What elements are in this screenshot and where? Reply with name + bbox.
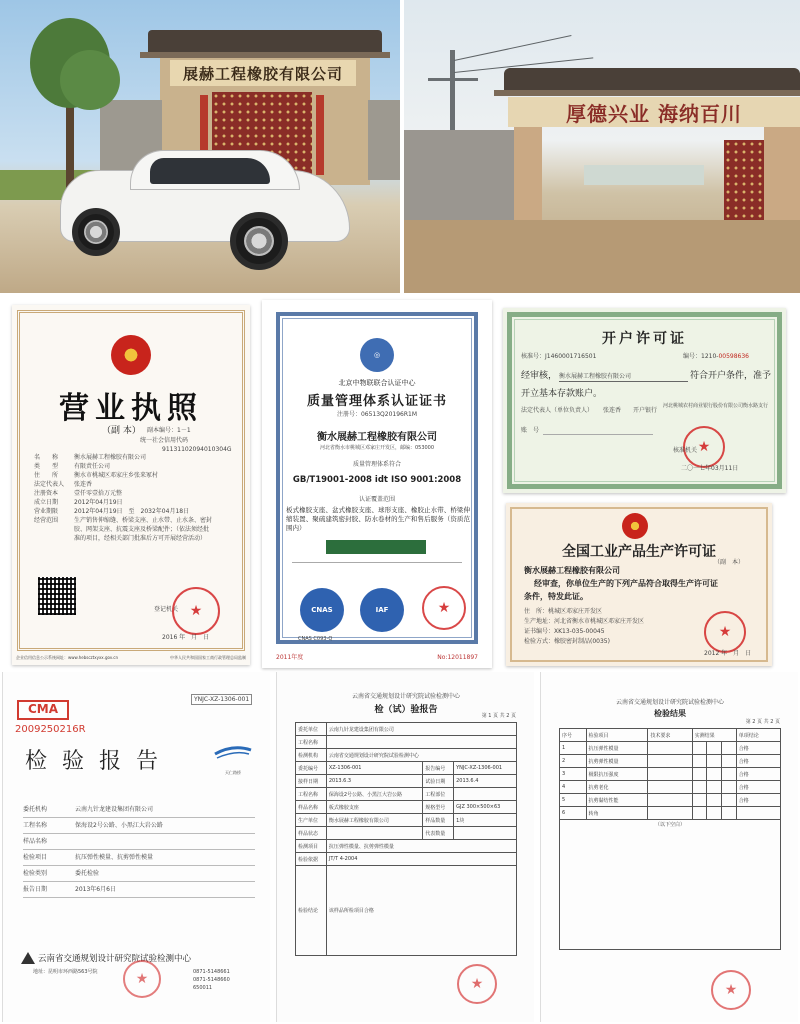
gate-arch-sign-text: 厚德兴业 海纳百川 [566, 101, 742, 126]
cell: 接样日期 [296, 775, 327, 788]
results-table [559, 728, 781, 950]
cell: 生产单位 [296, 814, 327, 827]
report-field [23, 802, 255, 818]
gate-signboard [170, 60, 356, 86]
cell: 3 [560, 768, 587, 781]
report-field [23, 882, 255, 898]
header-cell: 单项结论 [736, 729, 780, 742]
report-field-value: 保海设2号公路、小黑江大岩公路 [75, 822, 163, 829]
field-label: 类 型 [34, 463, 59, 470]
gate-arch-signboard [508, 97, 800, 127]
triangle-logo-icon [21, 952, 35, 964]
bank-name: 河北桃城农村商业银行股份有限公司衡水路支行 [663, 403, 769, 409]
report-field [23, 834, 255, 850]
cell: 合格 [736, 768, 780, 781]
certification-seal: ★ [422, 586, 466, 630]
results-page-number: 第 2 页 共 2 页 [745, 719, 780, 725]
production-license-seal: ★ [704, 611, 746, 653]
table-row [560, 742, 781, 755]
tree-foliage [60, 50, 120, 110]
cell: 1 [560, 742, 587, 755]
cert-scope-label: 认证覆盖范围 [358, 496, 395, 503]
production-site: 生产地址：河北省衡水市桃城区邓家庄开发区 [524, 618, 645, 625]
cell: 合格 [736, 794, 780, 807]
cnas-code: CNAS C093-Q [298, 636, 333, 642]
report-field [23, 850, 255, 866]
cnas-logo [300, 588, 344, 632]
license-copy-label: （副 本） [102, 426, 141, 436]
table-row [296, 827, 517, 840]
cell: 5 [560, 794, 587, 807]
cell: 合格 [736, 781, 780, 794]
cell: 检验结论 [296, 866, 327, 956]
pole-crossbar [428, 78, 478, 81]
header-cell: 实测结果 [692, 729, 736, 742]
gate-arch-roof-edge [494, 90, 800, 96]
field-label: 成立日期 [34, 499, 59, 506]
permit-title: 开户许可证 [602, 331, 687, 347]
cell: 云南省交通规划设计研究院试验检测中心 [326, 749, 516, 762]
license-fields [34, 453, 234, 543]
field-value: 张连香 [74, 481, 93, 488]
cell: 样品状态 [296, 827, 327, 840]
national-emblem-small [622, 513, 648, 539]
field-label: 法定代表人 [34, 481, 65, 488]
iaf-logo [360, 588, 404, 632]
report-logo-text: 天仁路桥 [225, 770, 241, 775]
cell: 委托编号 [296, 762, 327, 775]
cell: GJZ 300×500×63 [454, 801, 517, 814]
cert-corner-right: No:12011897 [437, 654, 478, 661]
report-field-value: 云南九针龙建设集团有限公司 [75, 806, 154, 813]
gate-sign-text: 展赫工程橡胶有限公司 [182, 64, 343, 83]
photo-company-gate-with-car [0, 0, 400, 293]
table-row [560, 768, 781, 781]
production-address: 住 所：桃城区邓家庄开发区 [524, 608, 603, 615]
qr-code [38, 577, 76, 615]
field-value: 生产销售伸缩缝、桥梁支座、止水带、止水条、密封胶、网架支座、抗震支座及桥梁配件；（依法须经批准的项目，经相关部门批准后方可开展经营活动） [74, 517, 213, 542]
account-opening-permit [503, 308, 786, 493]
table-row [296, 723, 517, 736]
car-rim-rear [244, 226, 274, 256]
table-row [296, 749, 517, 762]
report-address: 地址：昆明市环西路563号院 [33, 969, 98, 975]
production-body2: 条件，特发此证。 [524, 591, 588, 601]
report-field-label: 检验项目 [23, 854, 48, 861]
production-date: 2012 年 月 日 [704, 650, 752, 657]
cell: 衡水展赫工程橡胶有限公司 [326, 814, 422, 827]
cell: JT/T 4-2004 [326, 853, 516, 866]
cell [454, 788, 517, 801]
report-field-value: 2013年6月6日 [75, 886, 116, 893]
field-value: 2012年04月19日 [74, 499, 123, 506]
table-row [560, 755, 781, 768]
certification-center-logo: ◎ [360, 338, 394, 372]
production-body1: 经审查，你单位生产的下列产品符合取得生产许可证 [534, 578, 718, 588]
cell: 2013.6.3 [326, 775, 422, 788]
production-license-copy: （副 本） [714, 559, 745, 566]
report-page-number: 第 1 页 共 2 页 [481, 713, 516, 719]
cma-label: CMA [27, 702, 59, 716]
cell: 合格 [736, 742, 780, 755]
credit-code: 91131102094010304G [162, 446, 232, 453]
permit-number-label [683, 352, 749, 361]
distant-trees [584, 165, 704, 185]
cell: 检验依据 [296, 853, 327, 866]
couplet-right [316, 95, 324, 175]
table-header-row [560, 729, 781, 742]
permit-body-start: 经审核， [521, 371, 558, 381]
field-value: 壹仟零壹拾万元整 [74, 490, 123, 497]
photo-gate-entrance [404, 0, 800, 293]
cell: 转角 [586, 807, 648, 820]
cnas-text: CNAS [311, 606, 333, 614]
approval-number: 核准号：J1460001716501 [521, 353, 597, 360]
report-cover-seal: ★ [123, 960, 161, 998]
cell: 工程名称 [296, 788, 327, 801]
field-label: 名 称 [34, 454, 59, 461]
cert-scope: 板式橡胶支座、盆式橡胶支座、球形支座、橡胶止水带、桥梁伸缩装置、聚硫建筑密封胶、防水卷材的生产和售后服务（资质范围内） [286, 506, 470, 532]
license-date: 2016 年 月 日 [162, 634, 210, 641]
cell: YNJC-XZ-1306-001 [454, 762, 517, 775]
cell: XZ-1306-001 [326, 762, 422, 775]
gate-pillar-left [514, 127, 542, 227]
cell: 样品名称 [296, 801, 327, 814]
business-license [12, 305, 250, 665]
cell: 委托单位 [296, 723, 327, 736]
table-row [560, 794, 781, 807]
report-field [23, 866, 255, 882]
table-row [296, 788, 517, 801]
permit-body [521, 368, 771, 382]
divider [292, 562, 462, 563]
report-field [23, 818, 255, 834]
report-field-label: 样品名称 [23, 838, 48, 845]
field-label: 营业期限 [34, 508, 59, 515]
cell: 检测机构 [296, 749, 327, 762]
gate-door-open [724, 140, 764, 220]
cell: 抗压弹性模量、抗剪弹性模量 [326, 840, 516, 853]
report-field-value: 抗压弹性模量、抗剪弹性模量 [75, 854, 154, 861]
report-center-name: 云南省交通规划设计研究院试验检测中心 [38, 954, 192, 964]
cell: 4 [560, 781, 587, 794]
bank-label: 开户银行 [633, 407, 658, 414]
cell: 保海设2号公路、小黑江大岩公路 [326, 788, 422, 801]
cell: 代表数量 [423, 827, 454, 840]
license-field [34, 471, 234, 480]
permit-number-prefix: 编号：1210- [683, 353, 719, 360]
legal-rep-label: 法定代表人（单位负责人） [521, 407, 594, 414]
dirt-ground [404, 220, 800, 293]
production-company: 衡水展赫工程橡胶有限公司 [524, 565, 620, 575]
permit-date: 二〇一七年03月11日 [681, 465, 739, 472]
license-footer [12, 653, 250, 665]
table-row [560, 781, 781, 794]
report-page-header: 云南省交通规划设计研究院试验检测中心 [351, 693, 460, 700]
cell: 极限抗压强度 [586, 768, 648, 781]
cell [326, 736, 516, 749]
report-page-seal: ★ [457, 964, 497, 1004]
cell: 工程名称 [296, 736, 327, 749]
report-postcode: 650011 [193, 985, 213, 991]
cell: 试验日期 [423, 775, 454, 788]
cell: 合格 [736, 755, 780, 768]
cert-company: 衡水展赫工程橡胶有限公司 [317, 432, 437, 443]
swoosh-logo-icon [213, 742, 253, 764]
license-field [34, 498, 234, 507]
car-window [150, 158, 270, 184]
field-label: 住 所 [34, 472, 59, 479]
report-detail-table [295, 722, 517, 956]
report-cover-fields [23, 802, 255, 898]
legal-rep: 张连香 [603, 407, 622, 414]
table-row [296, 840, 517, 853]
registration-authority: 登记机关 [154, 606, 179, 613]
footer-right: 中华人民共和国国家工商行政管理总局监制 [170, 655, 246, 660]
production-product: 检验方式：橡胶密封制品(0035) [524, 638, 610, 645]
table-row [296, 853, 517, 866]
table-row [296, 866, 517, 956]
table-row [296, 775, 517, 788]
field-value: 有限责任公司 [74, 463, 111, 470]
gate-pillar-right [764, 127, 800, 227]
report-cover-title: 检 验 报 告 [25, 749, 162, 774]
report-field-label: 工程名称 [23, 822, 48, 829]
credit-code-label: 统一社会信用代码 [140, 437, 189, 444]
cell [326, 827, 422, 840]
cell: 6 [560, 807, 587, 820]
cell: 抗剪弹性模量 [586, 755, 648, 768]
permit-body-end: 符合开户条件，准予 [689, 371, 771, 381]
field-value: 2012年04月19日 至 2032年04月18日 [74, 508, 190, 515]
license-field [34, 489, 234, 498]
footer-left: 企业信用信息公示系统网址：www.hebscztxyxx.gov.cn [16, 655, 118, 660]
cell: 样品数量 [423, 814, 454, 827]
cell: 云南九针龙建设集团有限公司 [326, 723, 516, 736]
account-line [543, 434, 653, 435]
header-cell: 技术要求 [648, 729, 692, 742]
table-row [296, 762, 517, 775]
header-cell: 检验项目 [586, 729, 648, 742]
cell: 该样品所检项目合格 [326, 866, 516, 956]
cell: 抗剪老化 [586, 781, 648, 794]
field-value: 衡水展赫工程橡胶有限公司 [74, 454, 147, 461]
cell: 2013.6.4 [454, 775, 517, 788]
table-row [560, 820, 781, 950]
production-cert-no: 证书编号：XK13-035-00045 [524, 628, 605, 635]
inspection-results-page [540, 672, 798, 1022]
cell: 抗压弹性模量 [586, 742, 648, 755]
license-copy-number: 副本编号：1－1 [147, 427, 191, 434]
report-number: YNJC-XZ-1306-001 [191, 694, 252, 705]
results-end-text: （以下空白） [654, 822, 685, 828]
table-row [296, 814, 517, 827]
cert-address: 河北省衡水市桃城区邓家庄开发区，邮编：053000 [319, 445, 435, 451]
cell: 检测项目 [296, 840, 327, 853]
report-center-line [21, 952, 191, 964]
permit-number: 00598636 [718, 353, 749, 360]
cert-standard: GB/T19001-2008 idt ISO 9001:2008 [292, 475, 462, 485]
cma-badge [17, 700, 69, 720]
cert-conform-line: 质量管理体系符合 [352, 461, 401, 468]
accreditation-stamp [326, 540, 426, 554]
production-license [506, 503, 772, 666]
side-wall-right [368, 100, 400, 180]
cell: 板式橡胶支座 [326, 801, 422, 814]
permit-company: 衡水展赫工程橡胶有限公司 [559, 372, 688, 382]
report-field-label: 委托机构 [23, 806, 48, 813]
cell [736, 807, 780, 820]
account-label: 账 号 [521, 427, 540, 434]
license-field [34, 507, 234, 516]
boundary-wall [404, 130, 524, 220]
national-emblem [111, 335, 151, 375]
report-fax: 0871-5148661 [193, 969, 230, 975]
cert-corner-left: 2011年度 [276, 654, 304, 661]
cell [454, 827, 517, 840]
production-license-title: 全国工业产品生产许可证 [562, 544, 716, 560]
license-field [34, 516, 234, 543]
field-label: 经营范围 [34, 517, 59, 524]
cert-title: 质量管理体系认证证书 [306, 394, 447, 409]
license-title: 营业执照 [59, 391, 203, 426]
header-cell: 序号 [560, 729, 587, 742]
report-field-label: 报告日期 [23, 886, 48, 893]
field-label: 注册资本 [34, 490, 59, 497]
cell: 报告编号 [423, 762, 454, 775]
report-tel: 0871-5148660 [193, 977, 230, 983]
permit-body-line2: 开立基本存款账户。 [521, 389, 603, 399]
table-row [296, 801, 517, 814]
official-seal: ★ [172, 587, 220, 635]
report-field-label: 检验类别 [23, 870, 48, 877]
cma-number: 2009250216R [15, 724, 86, 735]
iaf-text: IAF [375, 606, 389, 614]
report-field-value: 委托检验 [75, 870, 100, 877]
license-field [34, 480, 234, 489]
cert-number: 注册号：06513Q20196R1M [336, 411, 418, 418]
permit-issuer: 核准机关 [673, 447, 698, 454]
cell: 1块 [454, 814, 517, 827]
license-field [34, 462, 234, 471]
field-value: 衡水市桃城区邓家庄乡张来冢村 [74, 472, 159, 479]
iso-certificate [262, 300, 492, 668]
bank-seal: ★ [683, 426, 725, 468]
license-field [34, 453, 234, 462]
inspection-report-page [276, 672, 534, 1022]
cell: 工程部位 [423, 788, 454, 801]
results-page-title: 检验结果 [654, 708, 686, 718]
cell: 规格型号 [423, 801, 454, 814]
results-page-header: 云南省交通规划设计研究院试验检测中心 [615, 699, 724, 706]
cert-org: 北京中物联联合认证中心 [338, 379, 416, 387]
cell: 抗剪黏结性能 [586, 794, 648, 807]
car-rim [84, 220, 108, 244]
report-page-title: 检（试）验报告 [374, 705, 438, 715]
report-logo [213, 742, 253, 775]
results-page-seal: ★ [711, 970, 751, 1010]
inspection-report-cover [2, 672, 270, 1022]
table-row [560, 807, 781, 820]
cell: 2 [560, 755, 587, 768]
table-row [296, 736, 517, 749]
